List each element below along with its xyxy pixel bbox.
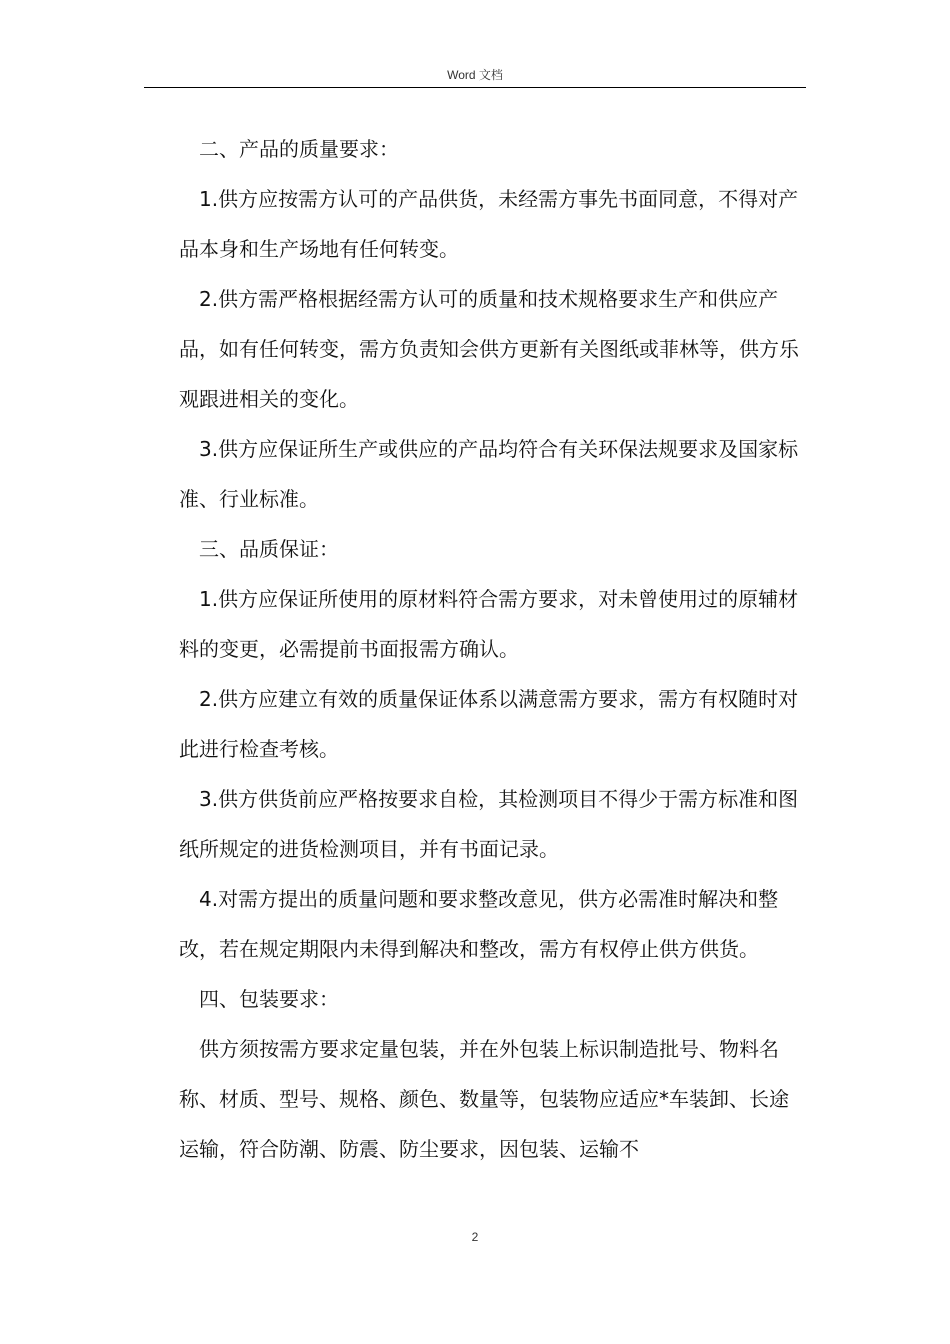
paragraph: 3.供方应保证所生产或供应的产品均符合有关环保法规要求及国家标准、行业标准。 bbox=[179, 437, 799, 511]
paragraph: 2.供方应建立有效的质量保证体系以满意需方要求，需方有权随时对此进行检查考核。 bbox=[179, 687, 799, 761]
paragraph: 2.供方需严格根据经需方认可的质量和技术规格要求生产和供应产品，如有任何转变，需方负责知会供方更新有关图纸或菲林等，供方乐观跟进相关的变化。 bbox=[179, 287, 799, 411]
document-body bbox=[179, 124, 799, 1174]
header-divider bbox=[144, 87, 806, 88]
page-header: Word 文档 bbox=[447, 68, 503, 82]
paragraph: 供方须按需方要求定量包装，并在外包装上标识制造批号、物料名称、材质、型号、规格、颜色、数量等，包装物应适应*车装卸、长途运输，符合防潮、防震、防尘要求，因包装、运输不 bbox=[179, 1037, 789, 1161]
section-heading-quality-assurance: 三、品质保证： bbox=[199, 537, 339, 561]
paragraph: 4.对需方提出的质量问题和要求整改意见，供方必需准时解决和整改，若在规定期限内未得到解决和整改，需方有权停止供方供货。 bbox=[179, 887, 779, 961]
section-heading-packaging: 四、包装要求： bbox=[199, 987, 339, 1011]
paragraph: 1.供方应按需方认可的产品供货，未经需方事先书面同意，不得对产品本身和生产场地有任何转变。 bbox=[179, 187, 799, 261]
paragraph: 1.供方应保证所使用的原材料符合需方要求，对未曾使用过的原辅材料的变更，必需提前书面报需方确认。 bbox=[179, 587, 799, 661]
page-number: 2 bbox=[471, 1230, 479, 1244]
section-heading-quality-requirements: 二、产品的质量要求： bbox=[199, 137, 399, 161]
paragraph: 3.供方供货前应严格按要求自检，其检测项目不得少于需方标准和图纸所规定的进货检测项目，并有书面记录。 bbox=[179, 787, 799, 861]
